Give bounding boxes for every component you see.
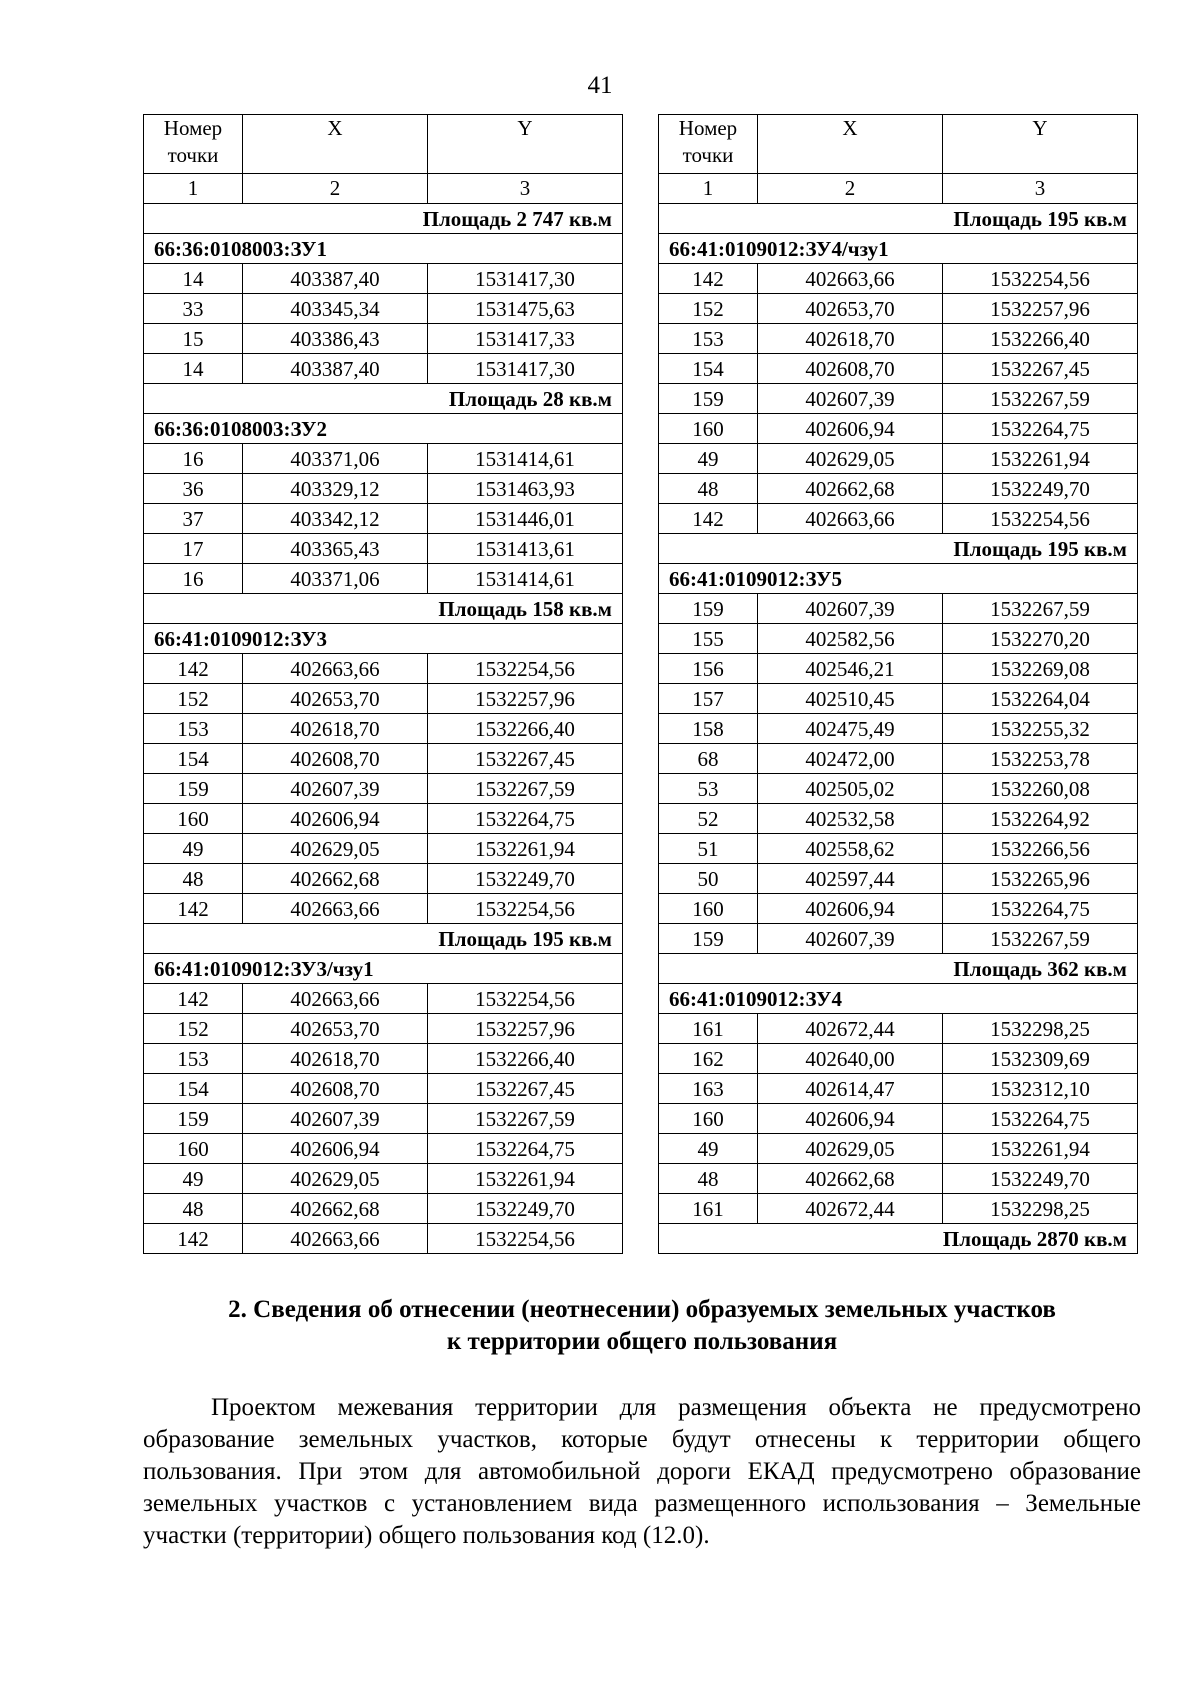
x-coordinate-cell: 402510,45: [758, 684, 943, 714]
table-row: [144, 744, 623, 774]
point-number-cell: 142: [144, 654, 243, 684]
x-coordinate-cell: 402606,94: [758, 1104, 943, 1134]
y-coordinate-cell: 1532312,10: [943, 1074, 1138, 1104]
x-coordinate-cell: 402663,66: [243, 1224, 428, 1254]
table-row: [659, 294, 1138, 324]
point-number-cell: 160: [659, 894, 758, 924]
x-coordinate-cell: 402558,62: [758, 834, 943, 864]
point-number-cell: 52: [659, 804, 758, 834]
point-number-cell: 48: [659, 474, 758, 504]
y-coordinate-cell: 1532254,56: [428, 654, 623, 684]
x-coordinate-cell: 403365,43: [243, 534, 428, 564]
y-coordinate-cell: 1532267,45: [943, 354, 1138, 384]
point-number-cell: 16: [144, 564, 243, 594]
point-number-cell: 160: [659, 1104, 758, 1134]
y-coordinate-cell: 1531417,33: [428, 324, 623, 354]
y-coordinate-cell: 1532267,45: [428, 1074, 623, 1104]
table-row: [144, 564, 623, 594]
table-row: [659, 1134, 1138, 1164]
y-coordinate-cell: 1532264,75: [943, 1104, 1138, 1134]
point-number-cell: 49: [144, 1164, 243, 1194]
table-row: [144, 264, 623, 294]
header-index-1: 1: [144, 174, 243, 204]
table-row: [659, 894, 1138, 924]
y-coordinate-cell: 1532266,56: [943, 834, 1138, 864]
x-coordinate-cell: 402672,44: [758, 1014, 943, 1044]
table-row: [144, 834, 623, 864]
section-title: 2. Сведения об отнесении (неотнесении) образуемых земельных участков к территории общего пользования: [228, 1296, 1056, 1355]
table-row: [659, 264, 1138, 294]
x-coordinate-cell: 402629,05: [758, 1134, 943, 1164]
y-coordinate-cell: 1532266,40: [428, 714, 623, 744]
y-coordinate-cell: 1532261,94: [428, 834, 623, 864]
y-coordinate-cell: 1532254,56: [428, 984, 623, 1014]
x-coordinate-cell: 403345,34: [243, 294, 428, 324]
x-coordinate-cell: 402640,00: [758, 1044, 943, 1074]
parcel-id-row: [144, 234, 623, 264]
area-row: [144, 924, 623, 954]
table-row: [144, 1014, 623, 1044]
y-coordinate-cell: 1532267,59: [428, 1104, 623, 1134]
table-row: [144, 294, 623, 324]
x-coordinate-cell: 402653,70: [243, 1014, 428, 1044]
area-label: Площадь 158 кв.м: [144, 594, 623, 624]
point-number-cell: 48: [659, 1164, 758, 1194]
parcel-id: 66:41:0109012:ЗУ5: [659, 564, 1138, 594]
point-number-cell: 159: [659, 924, 758, 954]
table-row: [144, 1164, 623, 1194]
y-coordinate-cell: 1532253,78: [943, 744, 1138, 774]
x-coordinate-cell: 402607,39: [758, 924, 943, 954]
x-coordinate-cell: 402608,70: [243, 1074, 428, 1104]
header-point-number: Номер точки: [144, 115, 243, 174]
point-number-cell: 156: [659, 654, 758, 684]
y-coordinate-cell: 1532249,70: [943, 474, 1138, 504]
header-x: X: [758, 115, 943, 174]
x-coordinate-cell: 402662,68: [758, 474, 943, 504]
x-coordinate-cell: 402662,68: [243, 1194, 428, 1224]
table-row: [144, 774, 623, 804]
y-coordinate-cell: 1532257,96: [428, 684, 623, 714]
x-coordinate-cell: 402662,68: [243, 864, 428, 894]
area-label: Площадь 195 кв.м: [144, 924, 623, 954]
table-row: [659, 804, 1138, 834]
point-number-cell: 142: [659, 504, 758, 534]
point-number-cell: 15: [144, 324, 243, 354]
table-row: [144, 444, 623, 474]
y-coordinate-cell: 1532254,56: [943, 264, 1138, 294]
point-number-cell: 49: [659, 1134, 758, 1164]
y-coordinate-cell: 1532269,08: [943, 654, 1138, 684]
x-coordinate-cell: 402618,70: [243, 1044, 428, 1074]
point-number-cell: 158: [659, 714, 758, 744]
point-number-cell: 48: [144, 864, 243, 894]
parcel-id-row: [659, 984, 1138, 1014]
point-number-cell: 160: [659, 414, 758, 444]
table-row: [659, 1014, 1138, 1044]
header-y: Y: [428, 115, 623, 174]
x-coordinate-cell: 402607,39: [243, 774, 428, 804]
y-coordinate-cell: 1532309,69: [943, 1044, 1138, 1074]
y-coordinate-cell: 1532261,94: [943, 444, 1138, 474]
x-coordinate-cell: 402607,39: [758, 594, 943, 624]
x-coordinate-cell: 402618,70: [243, 714, 428, 744]
point-number-cell: 159: [144, 1104, 243, 1134]
y-coordinate-cell: 1532249,70: [428, 1194, 623, 1224]
point-number-cell: 142: [659, 264, 758, 294]
point-number-cell: 154: [659, 354, 758, 384]
point-number-cell: 49: [659, 444, 758, 474]
table-row: [144, 654, 623, 684]
parcel-id: 66:36:0108003:ЗУ2: [144, 414, 623, 444]
parcel-id: 66:41:0109012:ЗУ4: [659, 984, 1138, 1014]
x-coordinate-cell: 402608,70: [243, 744, 428, 774]
area-row: [659, 204, 1138, 234]
point-number-cell: 14: [144, 354, 243, 384]
y-coordinate-cell: 1532264,04: [943, 684, 1138, 714]
table-row: [659, 1194, 1138, 1224]
x-coordinate-cell: 402663,66: [758, 504, 943, 534]
y-coordinate-cell: 1532267,59: [943, 384, 1138, 414]
y-coordinate-cell: 1531475,63: [428, 294, 623, 324]
x-coordinate-cell: 402582,56: [758, 624, 943, 654]
parcel-id: 66:41:0109012:ЗУ3/чзу1: [144, 954, 623, 984]
area-label: Площадь 195 кв.м: [659, 204, 1138, 234]
y-coordinate-cell: 1532257,96: [943, 294, 1138, 324]
point-number-cell: 157: [659, 684, 758, 714]
table-row: [144, 1044, 623, 1074]
area-row: [659, 954, 1138, 984]
table-row: [144, 324, 623, 354]
table-row: [144, 534, 623, 564]
point-number-cell: 49: [144, 834, 243, 864]
point-number-cell: 154: [144, 744, 243, 774]
y-coordinate-cell: 1532264,92: [943, 804, 1138, 834]
x-coordinate-cell: 402546,21: [758, 654, 943, 684]
table-row: [659, 384, 1138, 414]
x-coordinate-cell: 402607,39: [243, 1104, 428, 1134]
point-number-cell: 142: [144, 1224, 243, 1254]
parcel-id-row: [144, 414, 623, 444]
point-number-cell: 155: [659, 624, 758, 654]
point-number-cell: 161: [659, 1014, 758, 1044]
y-coordinate-cell: 1532270,20: [943, 624, 1138, 654]
point-number-cell: 68: [659, 744, 758, 774]
table-row: [659, 774, 1138, 804]
x-coordinate-cell: 403342,12: [243, 504, 428, 534]
x-coordinate-cell: 402475,49: [758, 714, 943, 744]
area-label: Площадь 195 кв.м: [659, 534, 1138, 564]
point-number-cell: 17: [144, 534, 243, 564]
x-coordinate-cell: 402629,05: [243, 834, 428, 864]
point-number-cell: 159: [659, 384, 758, 414]
header-index-2: 2: [243, 174, 428, 204]
header-index-3: 3: [943, 174, 1138, 204]
y-coordinate-cell: 1531446,01: [428, 504, 623, 534]
table-row: [659, 864, 1138, 894]
x-coordinate-cell: 402614,47: [758, 1074, 943, 1104]
point-number-cell: 36: [144, 474, 243, 504]
x-coordinate-cell: 402672,44: [758, 1194, 943, 1224]
area-label: Площадь 2 747 кв.м: [144, 204, 623, 234]
y-coordinate-cell: 1532254,56: [428, 1224, 623, 1254]
table-row: [144, 1134, 623, 1164]
x-coordinate-cell: 402606,94: [758, 894, 943, 924]
x-coordinate-cell: 403386,43: [243, 324, 428, 354]
header-index-2: 2: [758, 174, 943, 204]
x-coordinate-cell: 403387,40: [243, 264, 428, 294]
table-row: [144, 354, 623, 384]
point-number-cell: 14: [144, 264, 243, 294]
table-row: [659, 714, 1138, 744]
x-coordinate-cell: 402629,05: [758, 444, 943, 474]
x-coordinate-cell: 402662,68: [758, 1164, 943, 1194]
coordinates-table-right: [658, 114, 1138, 1254]
table-row: [659, 414, 1138, 444]
table-row: [144, 714, 623, 744]
table-row: [659, 474, 1138, 504]
table-row: [659, 1104, 1138, 1134]
y-coordinate-cell: 1532261,94: [943, 1134, 1138, 1164]
table-row: [659, 1074, 1138, 1104]
y-coordinate-cell: 1531414,61: [428, 444, 623, 474]
area-label: Площадь 2870 кв.м: [659, 1224, 1138, 1254]
y-coordinate-cell: 1532257,96: [428, 1014, 623, 1044]
y-coordinate-cell: 1532264,75: [428, 1134, 623, 1164]
y-coordinate-cell: 1532261,94: [428, 1164, 623, 1194]
x-coordinate-cell: 402597,44: [758, 864, 943, 894]
point-number-cell: 154: [144, 1074, 243, 1104]
y-coordinate-cell: 1532249,70: [943, 1164, 1138, 1194]
point-number-cell: 161: [659, 1194, 758, 1224]
point-number-cell: 152: [659, 294, 758, 324]
x-coordinate-cell: 402618,70: [758, 324, 943, 354]
y-coordinate-cell: 1532266,40: [428, 1044, 623, 1074]
table-row: [144, 684, 623, 714]
y-coordinate-cell: 1531414,61: [428, 564, 623, 594]
point-number-cell: 153: [144, 714, 243, 744]
page-number: 41: [587, 72, 613, 99]
y-coordinate-cell: 1531417,30: [428, 264, 623, 294]
y-coordinate-cell: 1531463,93: [428, 474, 623, 504]
header-index-1: 1: [659, 174, 758, 204]
table-row: [659, 654, 1138, 684]
y-coordinate-cell: 1532264,75: [943, 414, 1138, 444]
point-number-cell: 153: [659, 324, 758, 354]
parcel-id-row: [144, 954, 623, 984]
y-coordinate-cell: 1532254,56: [943, 504, 1138, 534]
table-row: [144, 864, 623, 894]
coordinates-table-left: [143, 114, 623, 1254]
x-coordinate-cell: 403371,06: [243, 444, 428, 474]
parcel-id-row: [659, 564, 1138, 594]
point-number-cell: 159: [144, 774, 243, 804]
point-number-cell: 53: [659, 774, 758, 804]
parcel-id: 66:36:0108003:ЗУ1: [144, 234, 623, 264]
parcel-id-row: [659, 234, 1138, 264]
table-row: [659, 1044, 1138, 1074]
point-number-cell: 37: [144, 504, 243, 534]
point-number-cell: 153: [144, 1044, 243, 1074]
table-row: [659, 624, 1138, 654]
y-coordinate-cell: 1532264,75: [943, 894, 1138, 924]
table-row: [659, 444, 1138, 474]
point-number-cell: 152: [144, 684, 243, 714]
table-row: [144, 1224, 623, 1254]
y-coordinate-cell: 1532298,25: [943, 1194, 1138, 1224]
area-row: [659, 534, 1138, 564]
area-label: Площадь 28 кв.м: [144, 384, 623, 414]
x-coordinate-cell: 402663,66: [243, 894, 428, 924]
y-coordinate-cell: 1532254,56: [428, 894, 623, 924]
x-coordinate-cell: 402606,94: [243, 804, 428, 834]
y-coordinate-cell: 1532260,08: [943, 774, 1138, 804]
table-row: [144, 984, 623, 1014]
point-number-cell: 33: [144, 294, 243, 324]
table-row: [144, 474, 623, 504]
table-row: [144, 1104, 623, 1134]
x-coordinate-cell: 402663,66: [243, 984, 428, 1014]
table-row: [659, 504, 1138, 534]
table-row: [659, 834, 1138, 864]
x-coordinate-cell: 402653,70: [243, 684, 428, 714]
point-number-cell: 142: [144, 894, 243, 924]
table-row: [659, 354, 1138, 384]
x-coordinate-cell: 402505,02: [758, 774, 943, 804]
table-row: [144, 504, 623, 534]
point-number-cell: 163: [659, 1074, 758, 1104]
parcel-id-row: [144, 624, 623, 654]
x-coordinate-cell: 402653,70: [758, 294, 943, 324]
parcel-id: 66:41:0109012:ЗУ3: [144, 624, 623, 654]
x-coordinate-cell: 402663,66: [758, 264, 943, 294]
point-number-cell: 142: [144, 984, 243, 1014]
y-coordinate-cell: 1532298,25: [943, 1014, 1138, 1044]
area-row: [144, 594, 623, 624]
y-coordinate-cell: 1532265,96: [943, 864, 1138, 894]
y-coordinate-cell: 1532267,59: [943, 594, 1138, 624]
x-coordinate-cell: 402629,05: [243, 1164, 428, 1194]
y-coordinate-cell: 1532267,45: [428, 744, 623, 774]
area-row: [144, 204, 623, 234]
x-coordinate-cell: 403371,06: [243, 564, 428, 594]
header-index-3: 3: [428, 174, 623, 204]
header-y: Y: [943, 115, 1138, 174]
x-coordinate-cell: 402663,66: [243, 654, 428, 684]
table-row: [659, 924, 1138, 954]
area-label: Площадь 362 кв.м: [659, 954, 1138, 984]
y-coordinate-cell: 1532266,40: [943, 324, 1138, 354]
y-coordinate-cell: 1532249,70: [428, 864, 623, 894]
area-row: [144, 384, 623, 414]
y-coordinate-cell: 1532267,59: [428, 774, 623, 804]
table-row: [144, 804, 623, 834]
table-row: [144, 894, 623, 924]
point-number-cell: 16: [144, 444, 243, 474]
y-coordinate-cell: 1532264,75: [428, 804, 623, 834]
body-paragraph: Проектом межевания территории для размещения объекта не предусмотрено образование земельных участков, которые будут отнесены к территории общего пользования. При этом для автомобильной дороги ЕКАД предусмотрено образование земельных участков с установлением вида размещенного использования – Земельные участки (территории) общего пользования код (12.0).: [143, 1394, 1141, 1549]
point-number-cell: 48: [144, 1194, 243, 1224]
y-coordinate-cell: 1532255,32: [943, 714, 1138, 744]
y-coordinate-cell: 1532267,59: [943, 924, 1138, 954]
point-number-cell: 50: [659, 864, 758, 894]
table-row: [659, 1164, 1138, 1194]
point-number-cell: 152: [144, 1014, 243, 1044]
header-x: X: [243, 115, 428, 174]
y-coordinate-cell: 1531413,61: [428, 534, 623, 564]
table-row: [144, 1074, 623, 1104]
y-coordinate-cell: 1531417,30: [428, 354, 623, 384]
point-number-cell: 160: [144, 1134, 243, 1164]
point-number-cell: 159: [659, 594, 758, 624]
point-number-cell: 160: [144, 804, 243, 834]
x-coordinate-cell: 402607,39: [758, 384, 943, 414]
x-coordinate-cell: 402608,70: [758, 354, 943, 384]
x-coordinate-cell: 402606,94: [243, 1134, 428, 1164]
parcel-id: 66:41:0109012:ЗУ4/чзу1: [659, 234, 1138, 264]
point-number-cell: 51: [659, 834, 758, 864]
table-row: [659, 684, 1138, 714]
x-coordinate-cell: 403387,40: [243, 354, 428, 384]
point-number-cell: 162: [659, 1044, 758, 1074]
x-coordinate-cell: 402606,94: [758, 414, 943, 444]
x-coordinate-cell: 402532,58: [758, 804, 943, 834]
table-row: [659, 744, 1138, 774]
x-coordinate-cell: 403329,12: [243, 474, 428, 504]
table-row: [144, 1194, 623, 1224]
x-coordinate-cell: 402472,00: [758, 744, 943, 774]
table-row: [659, 594, 1138, 624]
header-point-number: Номер точки: [659, 115, 758, 174]
table-row: [659, 324, 1138, 354]
area-row: [659, 1224, 1138, 1254]
